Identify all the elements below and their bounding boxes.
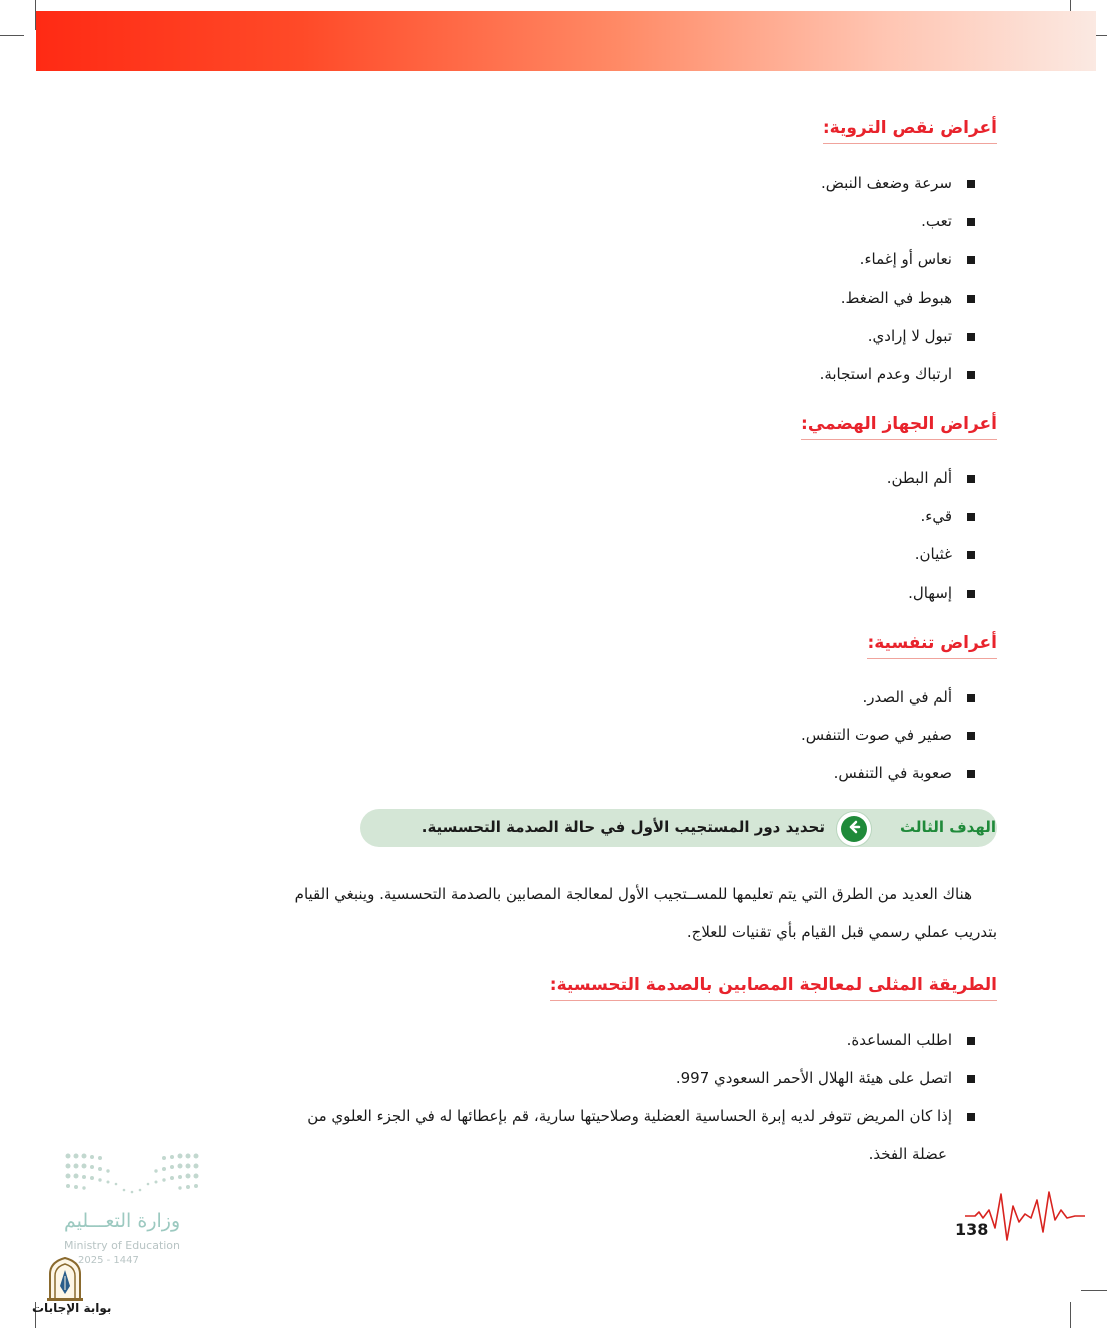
- portal-name: بوابة الإجابات: [32, 1301, 112, 1315]
- bullet-icon: [967, 371, 975, 379]
- crop-mark: [0, 35, 24, 36]
- page-number: 138: [955, 1220, 989, 1239]
- goal-text: تحديد دور المستجيب الأول في حالة الصدمة التحسسية.: [421, 818, 825, 836]
- bullet-icon: [967, 180, 975, 188]
- list-item: ألم البطن.: [886, 469, 952, 487]
- ministry-years: 2025 - 1447: [78, 1255, 139, 1266]
- goal-badge: [836, 811, 872, 847]
- list-item-continuation: عضلة الفخذ.: [868, 1145, 947, 1163]
- list-item: ألم في الصدر.: [862, 688, 952, 706]
- list-item: غثيان.: [914, 545, 952, 563]
- bullet-icon: [967, 513, 975, 521]
- goal-label: الهدف الثالث: [899, 818, 996, 836]
- bullet-icon: [967, 770, 975, 778]
- list-item: اتصل على هيئة الهلال الأحمر السعودي 997.: [675, 1069, 952, 1087]
- list-item: هبوط في الضغط.: [840, 289, 952, 307]
- list-item: إسهال.: [908, 584, 952, 602]
- section-heading-perfusion: أعراض نقص التروية:: [823, 118, 997, 144]
- bullet-icon: [967, 1037, 975, 1045]
- list-item: تبول لا إرادي.: [867, 327, 952, 345]
- section-heading-respiratory: أعراض تنفسية:: [867, 633, 997, 659]
- paragraph-line: هناك العديد من الطرق التي يتم تعليمها للمســتجيب الأول لمعالجة المصابين بالصدمة التحسسية. وينبغي القيام: [294, 885, 972, 903]
- header-banner: [36, 11, 1096, 71]
- crop-mark: [1081, 1290, 1107, 1291]
- list-item: اطلب المساعدة.: [846, 1031, 952, 1049]
- list-item: سرعة وضعف النبض.: [820, 174, 952, 192]
- bullet-icon: [967, 694, 975, 702]
- arrow-left-icon: [846, 819, 862, 839]
- list-item: إذا كان المريض تتوفر لديه إبرة الحساسية العضلية وصلاحيتها سارية، قم بإعطائها له في الجزء العلوي من: [307, 1107, 952, 1125]
- list-item: ارتباك وعدم استجابة.: [819, 365, 952, 383]
- ministry-name-english: Ministry of Education: [64, 1239, 181, 1252]
- section-heading-method: الطريقة المثلى لمعالجة المصابين بالصدمة التحسسية:: [550, 975, 997, 1001]
- section-heading-digestive: أعراض الجهاز الهضمي:: [801, 414, 997, 440]
- bullet-icon: [967, 732, 975, 740]
- ministry-logo-dots: [64, 1152, 200, 1196]
- paragraph-line: بتدريب عملي رسمي قبل القيام بأي تقنيات للعلاج.: [686, 923, 997, 941]
- bullet-icon: [967, 1113, 975, 1121]
- list-item: صفير في صوت التنفس.: [801, 726, 952, 744]
- ministry-name-arabic: وزارة التعـــليم: [64, 1210, 181, 1232]
- bullet-icon: [967, 1075, 975, 1083]
- list-item: صعوبة في التنفس.: [833, 764, 952, 782]
- list-item: تعب.: [921, 212, 952, 230]
- portal-logo-icon: [44, 1256, 86, 1302]
- bullet-icon: [967, 333, 975, 341]
- bullet-icon: [967, 295, 975, 303]
- list-item: نعاس أو إغماء.: [859, 250, 952, 268]
- bullet-icon: [967, 551, 975, 559]
- bullet-icon: [967, 218, 975, 226]
- bullet-icon: [967, 256, 975, 264]
- list-item: قيء.: [920, 507, 952, 525]
- bullet-icon: [967, 590, 975, 598]
- crop-mark: [1070, 1302, 1071, 1328]
- heartbeat-line-icon: [965, 1188, 1085, 1246]
- bullet-icon: [967, 475, 975, 483]
